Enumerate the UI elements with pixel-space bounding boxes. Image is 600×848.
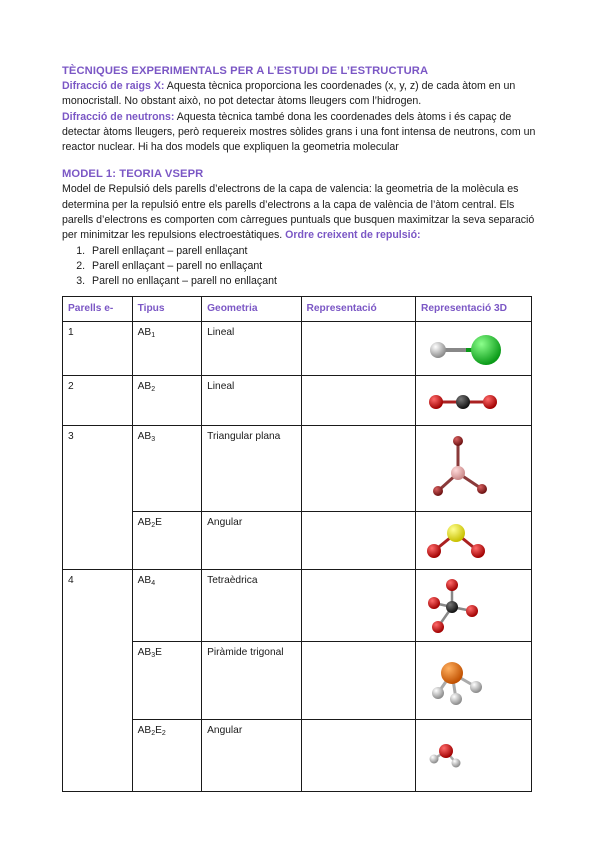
cell-type: $AB_3$ xyxy=(132,426,202,512)
table-row xyxy=(63,570,532,642)
cell-3d xyxy=(415,426,531,512)
xray-label: Difracció de raigs X: xyxy=(62,80,165,92)
list-item: 3. Parell no enllaçant – parell no enllaçant xyxy=(88,274,542,289)
molecule-diatomic-model xyxy=(416,324,531,374)
section-title-vsepr: MODEL 1: TEORIA VSEPR xyxy=(62,168,204,181)
cell-representation xyxy=(301,570,415,642)
molecule-bf3-model xyxy=(416,427,531,511)
neutron-text: Aquesta tècnica també dona les coordenades dels àtoms i és capaç de detectar àtoms lleugers, però requereix mostres sòlides grans i una font intensa de neutrons, com un reactor nuclear. Hi ha dos models que expliquen la geometria molecular xyxy=(62,110,536,154)
cell-type: $AB_2E_2$ xyxy=(132,720,202,792)
cell-representation xyxy=(301,426,415,512)
header-representation: Representació xyxy=(301,297,415,322)
neutron-paragraph xyxy=(62,110,542,156)
table-row xyxy=(63,376,532,426)
vsepr-table xyxy=(62,296,532,792)
cell-geometry: Lineal xyxy=(202,376,301,426)
header-pairs: Parells e- xyxy=(63,297,133,322)
cell-geometry: Angular xyxy=(202,512,301,570)
molecule-h2o-model xyxy=(416,721,531,791)
molecule-so2-model xyxy=(416,513,531,569)
cell-type: $AB_2E$ xyxy=(132,512,202,570)
cell-geometry: Lineal xyxy=(202,322,301,376)
table-header-row xyxy=(63,297,532,322)
list-item: 1. Parell enllaçant – parell enllaçant xyxy=(88,244,542,259)
table-row xyxy=(63,322,532,376)
cell-3d xyxy=(415,512,531,570)
table-row xyxy=(63,642,532,720)
table-row xyxy=(63,426,532,512)
cell-type: $AB_4$ xyxy=(132,570,202,642)
cell-type: $AB_1$ xyxy=(132,322,202,376)
neutron-label: Difracció de neutrons: xyxy=(62,110,175,123)
cell-pairs: 1 xyxy=(63,322,133,376)
table-row xyxy=(63,512,532,570)
xray-paragraph xyxy=(62,79,542,110)
header-3d: Representació 3D xyxy=(415,297,531,322)
cell-representation xyxy=(301,376,415,426)
cell-geometry: Tetraèdrica xyxy=(202,570,301,642)
cell-pairs: 4 xyxy=(63,570,133,792)
cell-geometry: Angular xyxy=(202,720,301,792)
cell-type: $AB_2$ xyxy=(132,376,202,426)
cell-3d xyxy=(415,570,531,642)
section-title-techniques: TÈCNIQUES EXPERIMENTALS PER A L’ESTUDI DE L’ESTRUCTURA xyxy=(62,65,429,77)
cell-representation xyxy=(301,322,415,376)
cell-type: $AB_3E$ xyxy=(132,642,202,720)
cell-geometry: Piràmide trigonal xyxy=(202,642,301,720)
table-row xyxy=(63,720,532,792)
cell-3d xyxy=(415,322,531,376)
xray-text: Aquesta tècnica proporciona les coordenades (x, y, z) de cada àtom en un monocristall. No obstant això, no pot detectar àtoms lleugers com l’hidrogen. xyxy=(62,80,516,108)
cell-representation xyxy=(301,642,415,720)
molecule-co2-model xyxy=(416,378,531,424)
header-geometry: Geometria xyxy=(202,297,301,322)
molecule-ch4-model xyxy=(416,571,531,641)
cell-pairs: 2 xyxy=(63,376,133,426)
molecule-ph3-model xyxy=(416,643,531,719)
vsepr-text: Model de Repulsió dels parells d’electrons de la capa de valencia: la geometria de la molècula es determina per la repulsió entre els parells d’electrons a la capa de valència de l’àtom central. Els parells d’electrons es comporten com càrregues puntuals que busquen maximitzar la seva separació per minimitzar les repulsions electroestàtiques. xyxy=(62,183,535,242)
cell-geometry: Triangular plana xyxy=(202,426,301,512)
vsepr-paragraph xyxy=(62,182,542,243)
cell-representation xyxy=(301,512,415,570)
cell-3d xyxy=(415,642,531,720)
header-type: Tipus xyxy=(132,297,202,322)
order-label: Ordre creixent de repulsió: xyxy=(282,229,421,242)
cell-representation xyxy=(301,720,415,792)
repulsion-order-list xyxy=(62,244,542,290)
cell-pairs: 3 xyxy=(63,426,133,570)
cell-3d xyxy=(415,720,531,792)
list-item: 2. Parell enllaçant – parell no enllaçant xyxy=(88,259,542,274)
cell-3d xyxy=(415,376,531,426)
